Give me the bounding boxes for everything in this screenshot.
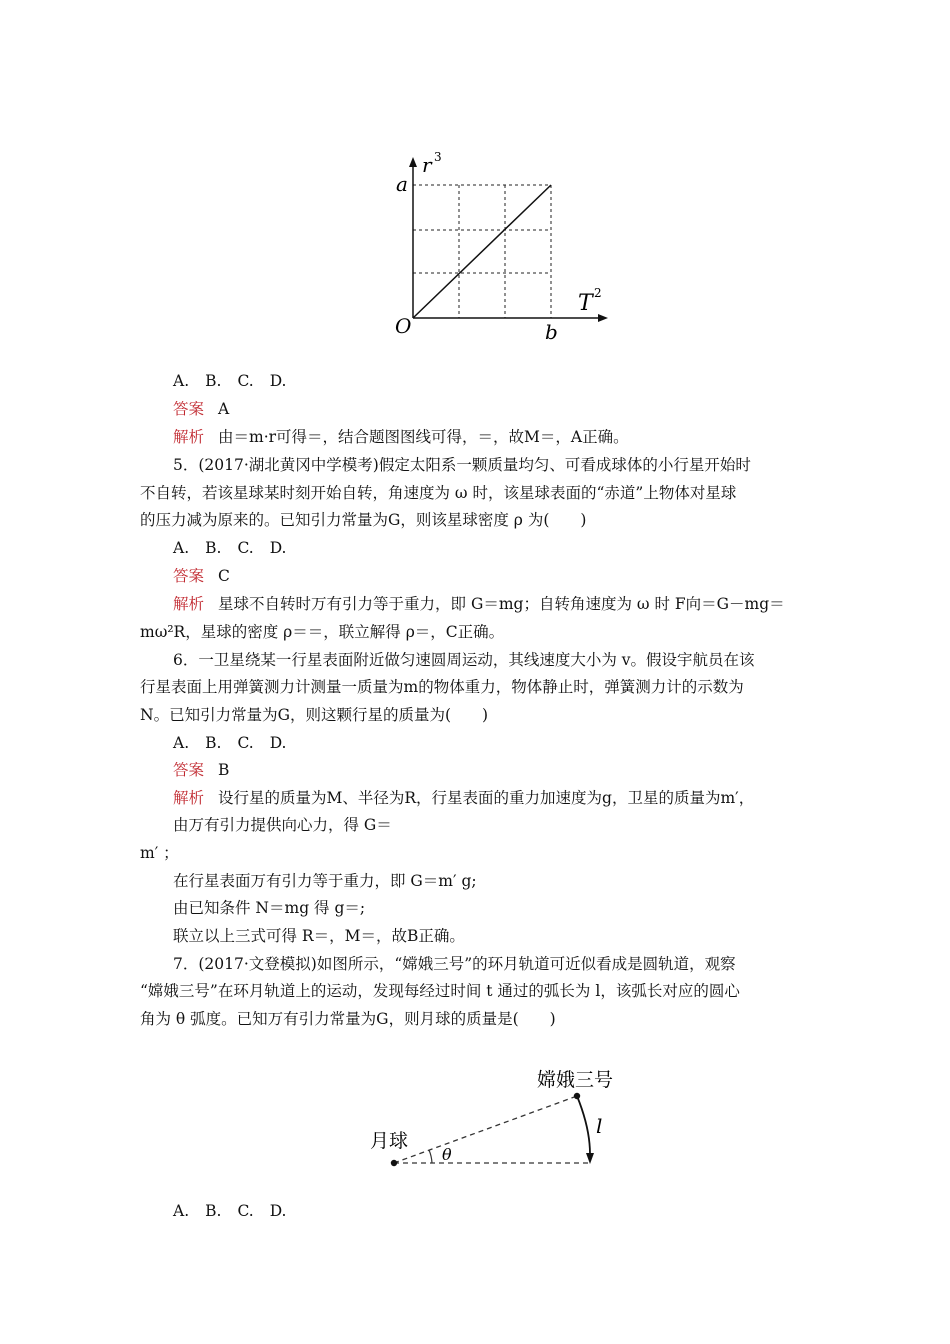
q6-analysis-line4: 在行星表面万有引力等于重力，即 G＝m′ g; — [173, 872, 477, 890]
probe-dot — [574, 1093, 580, 1099]
arc-length-label: l — [596, 1114, 603, 1138]
graph-r3-vs-t2 — [368, 125, 618, 365]
y-axis-exponent: 3 — [434, 150, 442, 164]
moon-label: 月球 — [370, 1130, 409, 1152]
radius-line-upper — [394, 1096, 577, 1163]
probe-label: 嫦娥三号 — [537, 1069, 614, 1091]
q4-options — [173, 371, 303, 391]
angle-arc — [429, 1150, 432, 1163]
option-b[interactable]: B. — [205, 1202, 222, 1220]
q6-stem-line2: 行星表面上用弹簧测力计测量一质量为m的物体重力，物体静止时，弹簧测力计的示数为 — [140, 678, 744, 696]
option-b[interactable]: B. — [205, 372, 222, 390]
analysis-label: 解析 — [173, 428, 205, 446]
option-d[interactable]: D. — [269, 372, 287, 390]
x-mark-b: b — [545, 320, 558, 344]
option-c[interactable]: C. — [237, 1202, 254, 1220]
analysis-text: 星球不自转时万有引力等于重力，即 G＝mg；自转角速度为 ω 时 F向＝G－mg＝ — [218, 595, 785, 613]
y-mark-a: a — [396, 172, 408, 196]
q7-stem-line2: “嫦娥三号”在环月轨道上的运动，发现每经过时间 t 通过的弧长为 l，该弧长对应的圆心 — [140, 982, 740, 1000]
option-d[interactable]: D. — [269, 734, 287, 752]
analysis-label: 解析 — [173, 595, 205, 613]
y-axis-arrow — [409, 157, 417, 167]
answer-value: B — [218, 761, 230, 779]
option-c[interactable]: C. — [237, 372, 254, 390]
option-d[interactable]: D. — [269, 1202, 287, 1220]
orbit-arc — [577, 1096, 590, 1154]
q6-analysis-line2: 由万有引力提供向心力，得 G＝ — [173, 816, 392, 834]
option-c[interactable]: C. — [237, 539, 254, 557]
q6-analysis-line6: 联立以上三式可得 R＝，M＝，故B正确。 — [173, 927, 465, 945]
moon-dot — [391, 1160, 397, 1166]
q5-options — [173, 538, 303, 558]
angle-label: θ — [442, 1145, 452, 1164]
q5-analysis-line2: mω²R，星球的密度 ρ＝＝，联立解得 ρ＝，C正确。 — [140, 623, 505, 641]
q6-answer — [173, 760, 229, 780]
x-axis-exponent: 2 — [594, 286, 602, 300]
answer-label: 答案 — [173, 400, 205, 418]
analysis-text: 设行星的质量为M、半径为R，行星表面的重力加速度为g，卫星的质量为m′， — [218, 789, 755, 807]
q5-stem-line1: 5．(2017·湖北黄冈中学模考)假定太阳系一颗质量均匀、可看成球体的小行星开始时 — [173, 456, 751, 474]
q5-stem-line3: 的压力减为原来的。已知引力常量为G，则该星球密度 ρ 为( ) — [140, 511, 587, 529]
y-axis-label: r — [422, 153, 432, 177]
orbit-diagram — [340, 1040, 645, 1196]
answer-label: 答案 — [173, 567, 205, 585]
q5-stem-line2: 不自转，若该星球某时刻开始自转，角速度为 ω 时，该星球表面的“赤道”上物体对星球 — [140, 484, 737, 502]
q6-analysis-line5: 由已知条件 N＝mg 得 g＝; — [173, 899, 366, 917]
x-axis-label: T — [578, 291, 593, 316]
option-a[interactable]: A. — [173, 734, 190, 752]
analysis-label: 解析 — [173, 789, 205, 807]
answer-value: C — [218, 567, 230, 585]
option-a[interactable]: A. — [173, 1202, 190, 1220]
q4-analysis — [173, 427, 629, 447]
origin-label: O — [395, 314, 412, 338]
q7-stem-line1: 7．(2017·文登模拟)如图所示，“嫦娥三号”的环月轨道可近似看成是圆轨道，观察 — [173, 955, 736, 973]
answer-value: A — [218, 400, 230, 418]
q4-answer — [173, 399, 229, 419]
orbit-arrow — [586, 1153, 594, 1164]
q6-stem-line1: 6．一卫星绕某一行星表面附近做匀速圆周运动，其线速度大小为 v。假设宇航员在该 — [173, 651, 755, 669]
option-a[interactable]: A. — [173, 372, 190, 390]
option-b[interactable]: B. — [205, 539, 222, 557]
option-a[interactable]: A. — [173, 539, 190, 557]
q6-stem-line3: N。已知引力常量为G，则这颗行星的质量为( ) — [140, 706, 489, 724]
q7-stem-line3: 角为 θ 弧度。已知万有引力常量为G，则月球的质量是( ) — [140, 1010, 556, 1028]
q5-analysis-line1 — [173, 594, 785, 614]
option-c[interactable]: C. — [237, 734, 254, 752]
option-d[interactable]: D. — [269, 539, 287, 557]
option-b[interactable]: B. — [205, 734, 222, 752]
analysis-text: 由＝m·r可得＝，结合题图图线可得，＝，故M＝，A正确。 — [218, 428, 629, 446]
data-line — [413, 185, 551, 318]
q7-options — [173, 1201, 303, 1221]
answer-label: 答案 — [173, 761, 205, 779]
q6-analysis-line1 — [173, 788, 754, 808]
q6-options — [173, 733, 303, 753]
q6-analysis-line3: m′ ； — [140, 844, 179, 862]
x-axis-arrow — [598, 314, 608, 322]
q5-answer — [173, 566, 230, 586]
